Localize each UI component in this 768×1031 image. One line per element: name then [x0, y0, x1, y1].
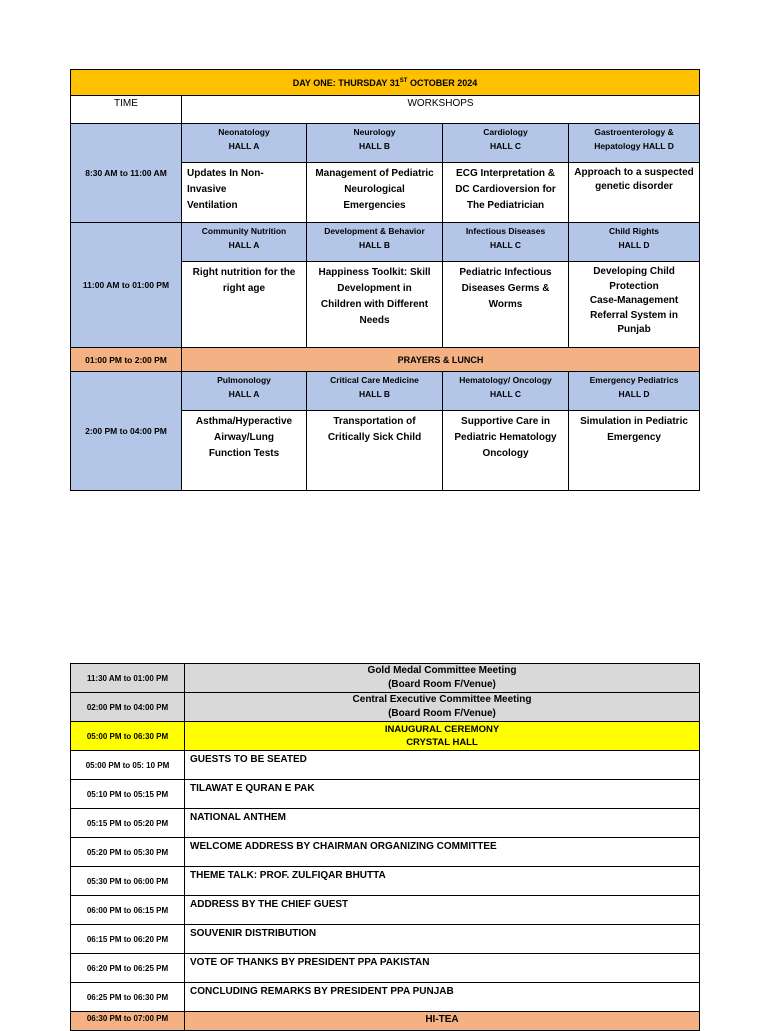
hall-cell: Infectious Diseases HALL C	[443, 223, 569, 262]
event-label: ADDRESS BY THE CHIEF GUEST	[185, 896, 700, 925]
workshop-topic: Transportation of Critically Sick Child	[307, 411, 443, 491]
hall-cell: Pulmonology HALL A	[182, 372, 307, 411]
hall-cell: Development & Behavior HALL B	[307, 223, 443, 262]
break-time: 01:00 PM to 2:00 PM	[71, 348, 182, 372]
hall-cell: Gastroenterology & Hepatology HALL D	[569, 124, 700, 163]
hall-cell: Child Rights HALL D	[569, 223, 700, 262]
workshop-topic: Asthma/Hyperactive Airway/Lung Function Tests	[182, 411, 307, 491]
slot-time: 11:00 AM to 01:00 PM	[71, 223, 182, 348]
ceremony-time: 05:00 PM to 06:30 PM	[71, 722, 185, 751]
hall-cell: Emergency Pediatrics HALL D	[569, 372, 700, 411]
hall-cell: Hematology/ Oncology HALL C	[443, 372, 569, 411]
event-time: 06:15 PM to 06:20 PM	[71, 925, 185, 954]
workshop-topic: Pediatric Infectious Diseases Germs & Worms	[443, 262, 569, 348]
hall-cell: Cardiology HALL C	[443, 124, 569, 163]
inaugural-schedule-table	[70, 663, 700, 1031]
workshop-topic: Simulation in Pediatric Emergency	[569, 411, 700, 491]
event-label: CONCLUDING REMARKS BY PRESIDENT PPA PUNJAB	[185, 983, 700, 1012]
meeting-time: 02:00 PM to 04:00 PM	[71, 693, 185, 722]
hall-cell: Neurology HALL B	[307, 124, 443, 163]
event-label: SOUVENIR DISTRIBUTION	[185, 925, 700, 954]
time-header: TIME	[71, 96, 182, 124]
hall-cell: Critical Care Medicine HALL B	[307, 372, 443, 411]
ceremony-title: INAUGURAL CEREMONY CRYSTAL HALL	[185, 722, 700, 751]
workshop-topic: Developing Child Protection Case-Management Referral System in Punjab	[569, 262, 700, 348]
meeting-title: Gold Medal Committee Meeting (Board Room F/Venue)	[185, 664, 700, 693]
event-time: 05:30 PM to 06:00 PM	[71, 867, 185, 896]
event-time: 06:20 PM to 06:25 PM	[71, 954, 185, 983]
event-label: VOTE OF THANKS BY PRESIDENT PPA PAKISTAN	[185, 954, 700, 983]
hitea-time: 06:30 PM to 07:00 PM	[71, 1012, 185, 1031]
day-one-workshops-table	[70, 69, 700, 491]
event-time: 05:00 PM to 05: 10 PM	[71, 751, 185, 780]
event-time: 05:15 PM to 05:20 PM	[71, 809, 185, 838]
workshop-topic: Right nutrition for the right age	[182, 262, 307, 348]
day-one-title: DAY ONE: THURSDAY 31ST OCTOBER 2024	[71, 70, 700, 96]
meeting-title: Central Executive Committee Meeting (Board Room F/Venue)	[185, 693, 700, 722]
workshop-topic: Supportive Care in Pediatric Hematology Oncology	[443, 411, 569, 491]
hitea-label: HI-TEA	[185, 1012, 700, 1031]
workshops-header: WORKSHOPS	[182, 96, 700, 124]
hall-cell: Neonatology HALL A	[182, 124, 307, 163]
meeting-time: 11:30 AM to 01:00 PM	[71, 664, 185, 693]
event-time: 05:10 PM to 05:15 PM	[71, 780, 185, 809]
slot-time: 2:00 PM to 04:00 PM	[71, 372, 182, 491]
event-time: 06:00 PM to 06:15 PM	[71, 896, 185, 925]
break-label: PRAYERS & LUNCH	[182, 348, 700, 372]
event-time: 05:20 PM to 05:30 PM	[71, 838, 185, 867]
event-label: WELCOME ADDRESS BY CHAIRMAN ORGANIZING COMMITTEE	[185, 838, 700, 867]
workshop-topic: Management of Pediatric Neurological Emergencies	[307, 163, 443, 223]
workshop-topic: Happiness Toolkit: Skill Development in Children with Different Needs	[307, 262, 443, 348]
workshop-topic: ECG Interpretation & DC Cardioversion for The Pediatrician	[443, 163, 569, 223]
hall-cell: Community Nutrition HALL A	[182, 223, 307, 262]
event-time: 06:25 PM to 06:30 PM	[71, 983, 185, 1012]
event-label: NATIONAL ANTHEM	[185, 809, 700, 838]
workshop-topic: Approach to a suspected genetic disorder	[569, 163, 700, 223]
event-label: THEME TALK: PROF. ZULFIQAR BHUTTA	[185, 867, 700, 896]
workshop-topic: Updates In Non- Invasive Ventilation	[182, 163, 307, 223]
event-label: TILAWAT E QURAN E PAK	[185, 780, 700, 809]
event-label: GUESTS TO BE SEATED	[185, 751, 700, 780]
slot-time: 8:30 AM to 11:00 AM	[71, 124, 182, 223]
